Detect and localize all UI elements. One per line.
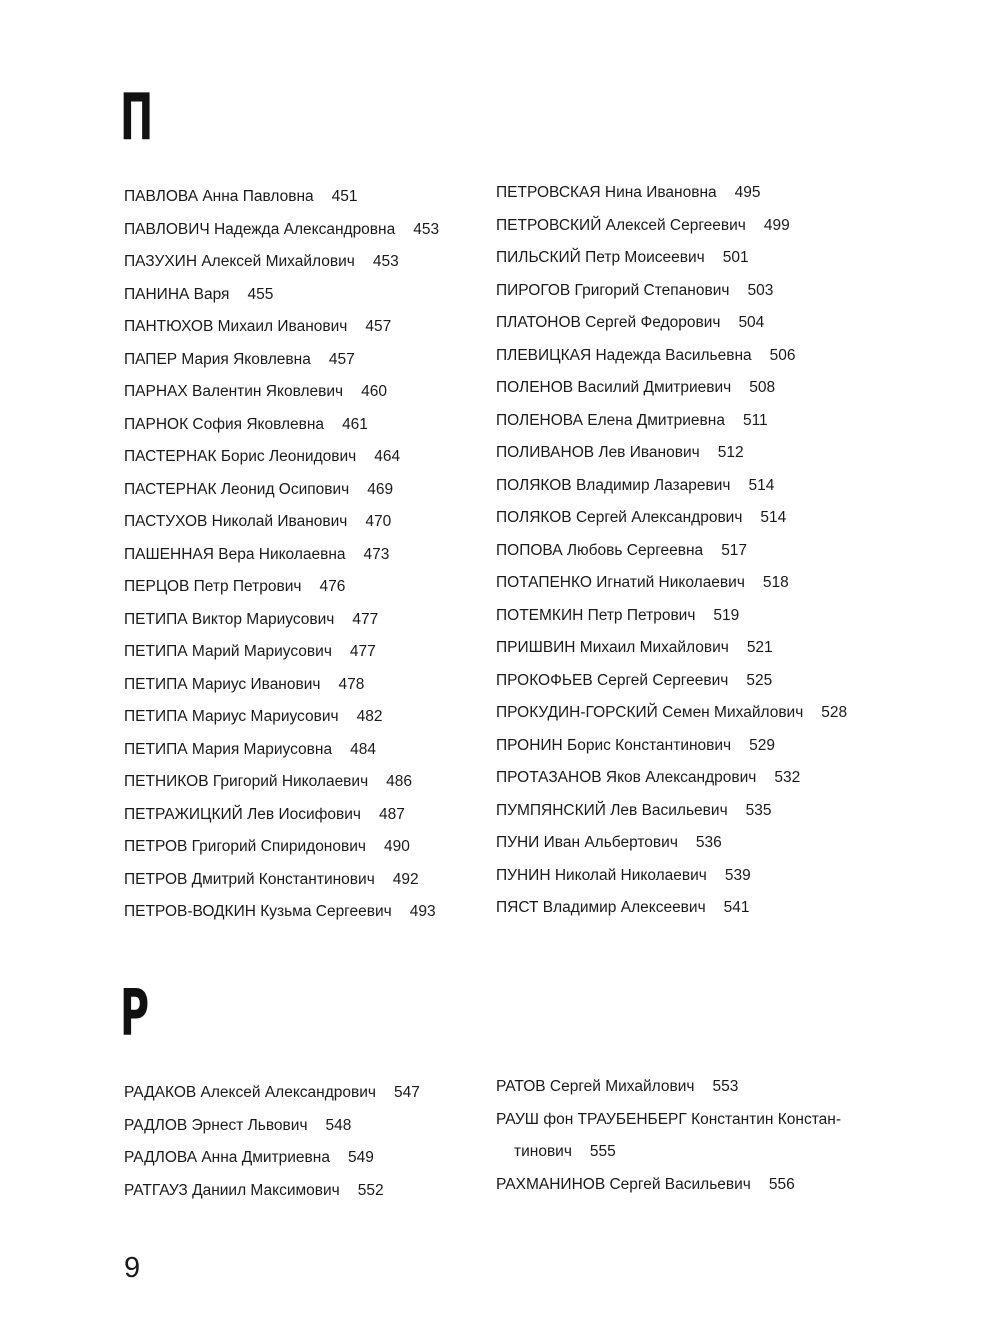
entry-page: 457	[365, 318, 392, 335]
index-entry	[496, 177, 847, 210]
index-entry	[496, 567, 847, 600]
entry-page: 555	[589, 1143, 616, 1160]
entry-name: ПИЛЬСКИЙ Петр Моисеевич	[496, 249, 705, 266]
entry-name: ПЕТИПА Мариус Мариусович	[124, 708, 339, 725]
entry-name: ПЛАТОНОВ Сергей Федорович	[496, 314, 721, 331]
entry-name: РАДЛОВА Анна Дмитриевна	[124, 1149, 330, 1166]
entry-page: 469	[367, 480, 394, 498]
index-entry	[124, 766, 439, 799]
index-entry	[496, 1136, 841, 1169]
entry-page: 492	[392, 870, 419, 888]
entry-page: 532	[774, 769, 801, 786]
entry-page: 536	[695, 834, 722, 851]
index-entry	[496, 795, 847, 828]
index-entry	[124, 344, 439, 377]
index-entry	[124, 734, 439, 767]
entry-name: ПОЛИВАНОВ Лев Иванович	[496, 444, 700, 461]
entry-name: ПОПОВА Любовь Сергеевна	[496, 541, 704, 559]
entry-page: 521	[746, 639, 773, 656]
entry-name: ПЕТИПА Марий Мариусович	[124, 643, 332, 660]
entry-name: РАУШ фон ТРАУБЕНБЕРГ Константин Констан-	[496, 1110, 841, 1128]
entry-name: ПАЗУХИН Алексей Михайлович	[124, 253, 355, 270]
index-entry	[496, 437, 847, 470]
index-entry	[124, 571, 439, 604]
index-entry	[496, 210, 847, 243]
index-entry	[124, 474, 439, 507]
index-entry	[124, 701, 439, 734]
index-entry	[496, 730, 847, 763]
page-number: 9	[124, 1252, 141, 1284]
index-entry	[124, 376, 439, 409]
index-entry	[496, 502, 847, 535]
entry-name: ПОЛЕНОВА Елена Дмитриевна	[496, 411, 725, 429]
entry-page: 490	[383, 838, 410, 855]
entry-name: ПАПЕР Мария Яковлевна	[124, 350, 311, 368]
index-entry	[496, 1169, 841, 1202]
entry-page: 486	[386, 773, 413, 790]
entry-name: ПЕТИПА Виктор Мариусович	[124, 610, 335, 628]
entry-page: 508	[749, 379, 776, 396]
entry-name: ПУНИН Николай Николаевич	[496, 866, 707, 884]
entry-page: 541	[723, 899, 750, 916]
entry-name: ПЕТРОВ Григорий Спиридонович	[124, 838, 366, 855]
entry-name: ПАВЛОВИЧ Надежда Александровна	[124, 220, 396, 238]
entry-page: 477	[349, 643, 376, 660]
index-entry	[496, 762, 847, 795]
entry-page: 487	[378, 805, 405, 823]
index-entry	[124, 181, 439, 214]
entry-page: 553	[712, 1078, 739, 1095]
index-entry	[496, 535, 847, 568]
entry-name: ПРОТАЗАНОВ Яков Александрович	[496, 769, 757, 786]
index-entry	[496, 697, 847, 730]
index-entry	[496, 827, 847, 860]
index-entry	[124, 1077, 420, 1110]
index-entry	[496, 892, 847, 925]
entry-name: ПЕТНИКОВ Григорий Николаевич	[124, 773, 369, 790]
entry-name: РАХМАНИНОВ Сергей Васильевич	[496, 1175, 751, 1193]
entry-page: 547	[393, 1084, 420, 1101]
entry-name: ПАРНОК София Яковлевна	[124, 415, 325, 433]
entry-page: 493	[409, 903, 436, 920]
entry-page: 529	[749, 736, 776, 754]
entry-name: ПАСТЕРНАК Леонид Осипович	[124, 480, 350, 498]
index-entry	[124, 246, 439, 279]
index-column-r-left	[124, 1077, 420, 1207]
entry-name: ПЛЕВИЦКАЯ Надежда Васильевна	[496, 346, 752, 364]
entry-name: ПАВЛОВА Анна Павловна	[124, 188, 314, 205]
entry-page: 455	[247, 285, 274, 303]
entry-name: ПЕРЦОВ Петр Петрович	[124, 578, 302, 595]
index-entry	[124, 539, 439, 572]
entry-name: ПОЛЕНОВ Василий Дмитриевич	[496, 379, 732, 396]
index-entry	[496, 1104, 841, 1137]
entry-page: 552	[357, 1181, 384, 1199]
entry-page: 451	[331, 188, 358, 205]
entry-page: 556	[768, 1175, 795, 1193]
section-letter-p: П	[120, 81, 154, 155]
entry-name: ПАСТЕРНАК Борис Леонидович	[124, 448, 357, 465]
entry-page: 504	[738, 314, 765, 331]
entry-name: ПАРНАХ Валентин Яковлевич	[124, 383, 344, 400]
entry-page: 478	[338, 675, 365, 693]
entry-name: РАДЛОВ Эрнест Львович	[124, 1116, 308, 1134]
index-entry	[124, 636, 439, 669]
index-entry	[124, 1142, 420, 1175]
index-entry	[496, 665, 847, 698]
index-entry	[124, 864, 439, 897]
entry-name: ПРОНИН Борис Константинович	[496, 736, 732, 754]
index-entry	[124, 441, 439, 474]
entry-name: ПЕТРОВ Дмитрий Константинович	[124, 870, 375, 888]
entry-page: 473	[363, 545, 390, 563]
entry-page: 453	[372, 253, 399, 270]
entry-page: 476	[319, 578, 346, 595]
index-entry	[496, 340, 847, 373]
entry-name: ПЕТРОВСКИЙ Алексей Сергеевич	[496, 216, 746, 234]
entry-name: ПУМПЯНСКИЙ Лев Васильевич	[496, 801, 728, 819]
index-column-p-left	[124, 181, 439, 929]
entry-page: 535	[745, 801, 772, 819]
entry-page: 506	[769, 346, 796, 364]
entry-page: 503	[747, 281, 774, 299]
entry-page: 514	[748, 476, 775, 494]
entry-page: 495	[734, 184, 761, 201]
index-entry	[124, 669, 439, 702]
index-column-r-right	[496, 1071, 841, 1201]
index-entry	[124, 214, 439, 247]
entry-name: ПРОКОФЬЕВ Сергей Сергеевич	[496, 671, 729, 689]
entry-name: тинович	[514, 1143, 572, 1160]
entry-page: 482	[356, 708, 383, 725]
entry-page: 464	[374, 448, 401, 465]
index-entry	[496, 1071, 841, 1104]
entry-page: 453	[413, 220, 440, 238]
entry-name: РАТОВ Сергей Михайлович	[496, 1078, 695, 1095]
index-entry	[496, 632, 847, 665]
entry-page: 511	[742, 411, 768, 429]
index-entry	[124, 1175, 420, 1208]
section-letter-r: Р	[120, 977, 150, 1051]
entry-page: 484	[350, 740, 376, 758]
index-entry	[124, 604, 439, 637]
entry-page: 512	[717, 444, 744, 461]
entry-name: ПУНИ Иван Альбертович	[496, 834, 678, 851]
entry-page: 461	[342, 415, 368, 433]
entry-page: 477	[352, 610, 379, 628]
entry-page: 470	[365, 513, 392, 530]
entry-page: 519	[713, 606, 740, 624]
entry-page: 499	[763, 216, 790, 234]
entry-name: РАДАКОВ Алексей Александрович	[124, 1084, 376, 1101]
entry-page: 518	[762, 574, 789, 591]
index-entry	[124, 1110, 420, 1143]
entry-name: ПИРОГОВ Григорий Степанович	[496, 281, 730, 299]
entry-name: ПРОКУДИН-ГОРСКИЙ Семен Михайлович	[496, 704, 804, 721]
entry-name: ПЕТРОВСКАЯ Нина Ивановна	[496, 184, 717, 201]
entry-name: ПЯСТ Владимир Алексеевич	[496, 899, 706, 916]
entry-name: ПЕТРОВ-ВОДКИН Кузьма Сергеевич	[124, 903, 392, 920]
index-entry	[496, 307, 847, 340]
entry-name: РАТГАУЗ Даниил Максимович	[124, 1181, 340, 1199]
entry-name: ПАНИНА Варя	[124, 285, 230, 303]
entry-page: 501	[722, 249, 749, 266]
entry-page: 514	[760, 509, 787, 526]
entry-page: 548	[325, 1116, 352, 1134]
entry-name: ПЕТИПА Мариус Иванович	[124, 675, 321, 693]
entry-name: ПОТЕМКИН Петр Петрович	[496, 606, 696, 624]
index-entry	[124, 799, 439, 832]
index-column-p-right	[496, 177, 847, 925]
entry-page: 528	[821, 704, 848, 721]
entry-name: ПРИШВИН Михаил Михайлович	[496, 639, 729, 656]
index-entry	[496, 600, 847, 633]
index-entry	[124, 409, 439, 442]
entry-name: ПАСТУХОВ Николай Иванович	[124, 513, 348, 530]
entry-page: 549	[347, 1149, 374, 1166]
index-entry	[124, 279, 439, 312]
index-entry	[124, 831, 439, 864]
entry-name: ПОТАПЕНКО Игнатий Николаевич	[496, 574, 745, 591]
entry-name: ПОЛЯКОВ Сергей Александрович	[496, 509, 743, 526]
index-entry	[124, 506, 439, 539]
entry-page: 539	[724, 866, 751, 884]
entry-name: ПАНТЮХОВ Михаил Иванович	[124, 318, 348, 335]
index-entry	[124, 311, 439, 344]
index-entry	[496, 242, 847, 275]
entry-page: 517	[721, 541, 748, 559]
entry-name: ПАШЕННАЯ Вера Николаевна	[124, 545, 346, 563]
index-entry	[496, 275, 847, 308]
index-entry	[496, 405, 847, 438]
entry-page: 525	[746, 671, 773, 689]
entry-page: 457	[328, 350, 355, 368]
index-entry	[124, 896, 439, 929]
entry-page: 460	[361, 383, 387, 400]
entry-name: ПЕТИПА Мария Мариусовна	[124, 740, 333, 758]
entry-name: ПОЛЯКОВ Владимир Лазаревич	[496, 476, 731, 494]
entry-name: ПЕТРАЖИЦКИЙ Лев Иосифович	[124, 805, 361, 823]
index-entry	[496, 860, 847, 893]
index-entry	[496, 372, 847, 405]
index-entry	[496, 470, 847, 503]
